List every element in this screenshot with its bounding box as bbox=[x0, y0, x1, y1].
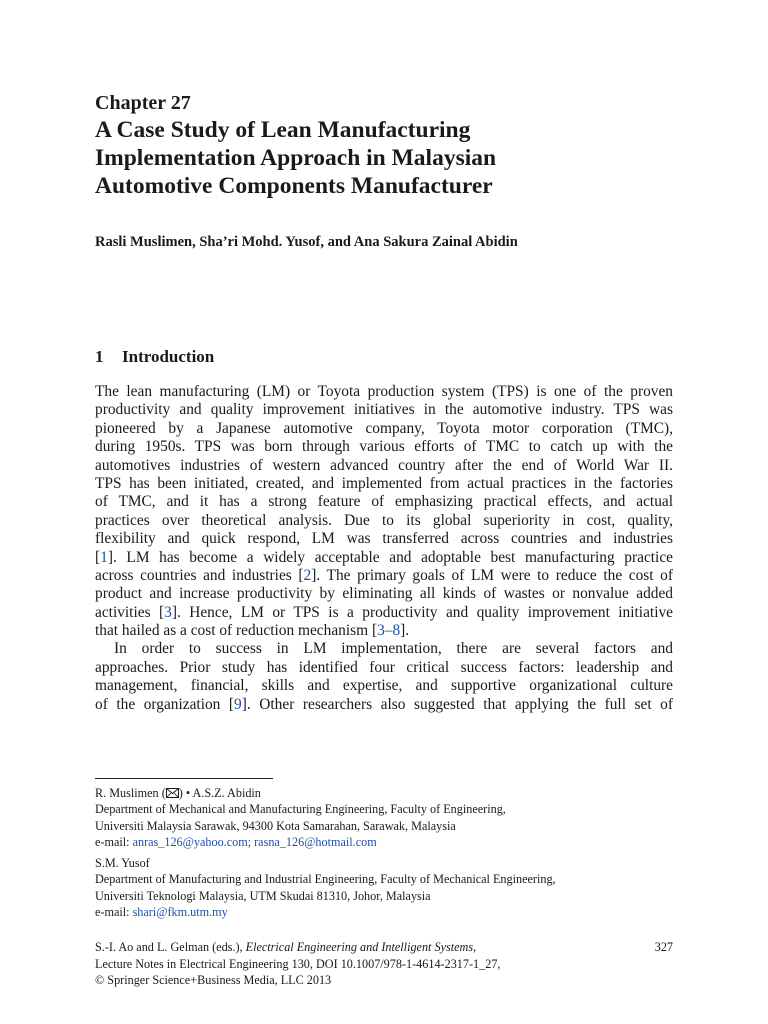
affiliation-block bbox=[95, 785, 695, 851]
book-title: Electrical Engineering and Intelligent Systems bbox=[245, 940, 474, 954]
section-title: Introduction bbox=[122, 347, 215, 366]
body-text bbox=[95, 383, 673, 714]
footer-series-line: Lecture Notes in Electrical Engineering 130, DOI 10.1007/978-1-4614-2317-1_27, bbox=[95, 956, 501, 971]
title-line: A Case Study of Lean Manufacturing bbox=[95, 117, 471, 143]
body-line: of TMC, and it has a strong feature of emphasizing practical effects, and actual bbox=[95, 493, 673, 511]
footer-copyright-line: © Springer Science+Business Media, LLC 2013 bbox=[95, 973, 332, 988]
affiliation-block bbox=[95, 855, 695, 921]
title-line: Automotive Components Manufacturer bbox=[95, 173, 493, 199]
title-line: Implementation Approach in Malaysian bbox=[95, 145, 497, 171]
email-link[interactable]: shari@fkm.utm.my bbox=[132, 905, 228, 920]
citation-link[interactable]: 3 bbox=[164, 603, 172, 621]
body-line: of the organization [9]. Other researchers also suggested that applying the full set of bbox=[95, 695, 673, 713]
body-line: practices over theoretical analysis. Due to its global superiority in cost, quality, bbox=[95, 511, 673, 529]
body-line: TPS has been initiated, created, and implemented from actual practices in the factories bbox=[95, 474, 673, 492]
affiliation-names: S.M. Yusof bbox=[95, 856, 150, 870]
section-number: 1 bbox=[95, 347, 104, 366]
body-line: activities [3]. Hence, LM or TPS is a productivity and quality improvement initiative bbox=[95, 603, 673, 621]
body-line: approaches. Prior study has identified four critical success factors: leadership and bbox=[95, 658, 673, 676]
body-line: productivity and quality improvement initiatives in the automotive industry. TPS was bbox=[95, 401, 673, 419]
footer-editors-line: S.-I. Ao and L. Gelman (eds.), Electrical Engineering and Intelligent Systems, bbox=[95, 940, 477, 954]
citation-link[interactable]: 1 bbox=[100, 548, 108, 566]
author-list: Rasli Muslimen, Sha’ri Mohd. Yusof, and Ana Sakura Zainal Abidin bbox=[95, 234, 518, 250]
body-line: flexibility and quick respond, LM was transferred across countries and industries bbox=[95, 530, 673, 548]
citation-link[interactable]: 9 bbox=[234, 695, 242, 713]
body-line: that hailed as a cost of reduction mechanism [3–8]. bbox=[95, 622, 410, 640]
body-line: during 1950s. TPS was born through various efforts of TMC to catch up with the bbox=[95, 438, 673, 456]
email-link[interactable]: anras_126@yahoo.com; rasna_126@hotmail.com bbox=[132, 835, 377, 850]
affiliation-university: Universiti Teknologi Malaysia, UTM Skudai 81310, Johor, Malaysia bbox=[95, 888, 431, 903]
body-line: management, financial, skills and expertise, and supportive organizational culture bbox=[95, 677, 673, 695]
body-line: automotives industries of western advanced country after the end of World War II. bbox=[95, 456, 673, 474]
affiliation-department: Department of Mechanical and Manufacturing Engineering, Faculty of Engineering, bbox=[95, 802, 506, 817]
affiliation-email: e-mail: shari@fkm.utm.my bbox=[95, 905, 228, 920]
citation-link[interactable]: 2 bbox=[303, 566, 312, 584]
page-number: 327 bbox=[654, 940, 673, 954]
body-line: pioneered by a Japanese automotive company, Toyota motor corporation (TMC), bbox=[95, 419, 673, 437]
affiliation-department: Department of Manufacturing and Industrial Engineering, Faculty of Mechanical Engineering, bbox=[95, 872, 556, 887]
body-line: across countries and industries [2]. The primary goals of LM were to reduce the cost of bbox=[95, 566, 673, 584]
affiliation-names: R. Muslimen ( ) • A.S.Z. Abidin bbox=[95, 786, 261, 800]
body-line: In order to success in LM implementation, there are several factors and bbox=[114, 640, 673, 658]
envelope-icon bbox=[166, 788, 179, 798]
footnote-divider bbox=[95, 778, 273, 779]
chapter-label: Chapter 27 bbox=[95, 92, 191, 114]
chapter-title bbox=[95, 116, 695, 200]
body-line: [1]. LM has become a widely acceptable and adoptable best manufacturing practice bbox=[95, 548, 673, 566]
body-line: The lean manufacturing (LM) or Toyota production system (TPS) is one of the proven bbox=[95, 383, 673, 400]
body-line: product and increase productivity by eliminating all kinds of wastes or nonvalue added bbox=[95, 585, 673, 603]
publication-footer bbox=[95, 939, 673, 989]
affiliation-email: e-mail: anras_126@yahoo.com; rasna_126@hotmail.com bbox=[95, 835, 377, 850]
section-heading bbox=[95, 346, 214, 368]
affiliation-university: Universiti Malaysia Sarawak, 94300 Kota Samarahan, Sarawak, Malaysia bbox=[95, 818, 456, 833]
citation-link[interactable]: 3–8 bbox=[377, 622, 401, 640]
